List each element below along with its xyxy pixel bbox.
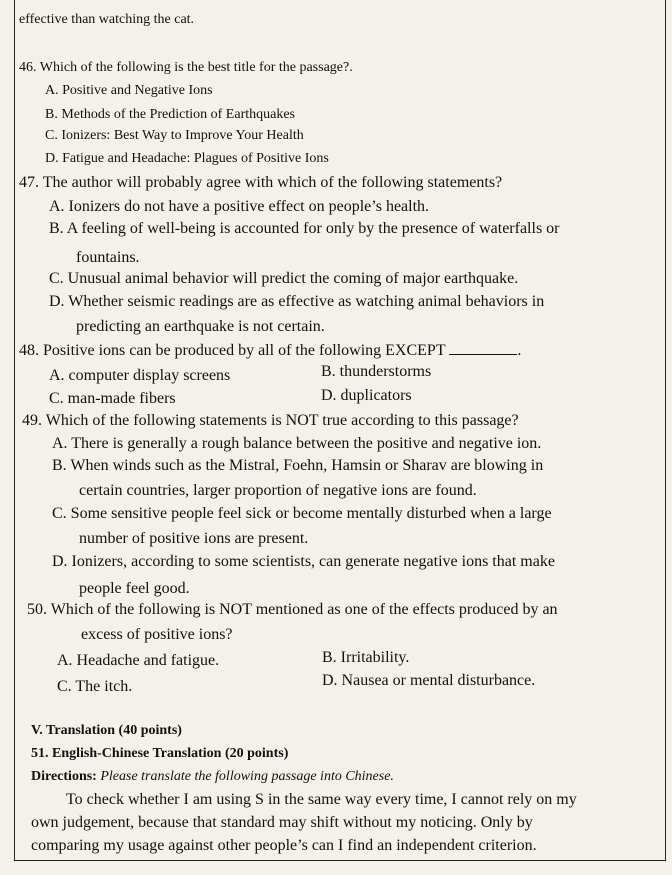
q49-option-c-line2: number of positive ions are present. — [79, 530, 309, 547]
q48-option-c: C. man-made fibers — [49, 390, 176, 407]
q48-option-d: D. duplicators — [321, 387, 412, 404]
q49-option-b-line2: certain countries, larger proportion of negative ions are found. — [79, 482, 477, 499]
directions-line — [31, 770, 394, 784]
q49-option-b-line1: B. When winds such as the Mistral, Foehn, Hamsin or Sharav are blowing in — [52, 457, 544, 474]
passage-line1: To check whether I am using S in the same way every time, I cannot rely on my — [66, 791, 577, 808]
translation-subheading: 51. English-Chinese Translation (20 points) — [31, 746, 289, 761]
q50-stem-line2: excess of positive ions? — [81, 626, 233, 643]
q49-option-c-line1: C. Some sensitive people feel sick or become mentally disturbed when a large — [52, 505, 552, 522]
q47-option-c: C. Unusual animal behavior will predict the coming of major earthquake. — [49, 270, 519, 287]
passage-line3: comparing my usage against other people’s can I find an independent criterion. — [31, 837, 537, 854]
q48-option-b: B. thunderstorms — [321, 363, 432, 380]
q47-option-b-line2: fountains. — [76, 249, 140, 266]
q49-option-a: A. There is generally a rough balance between the positive and negative ion. — [52, 435, 542, 452]
q49-option-d-line2: people feel good. — [79, 580, 190, 597]
directions-text: Please translate the following passage into Chinese. — [100, 769, 394, 784]
q47-option-b-line1: B. A feeling of well-being is accounted for only by the presence of waterfalls or — [49, 220, 560, 237]
q46-option-d: D. Fatigue and Headache: Plagues of Positive Ions — [45, 151, 329, 166]
q48-stem-text: 48. Positive ions can be produced by all of the following EXCEPT — [19, 342, 446, 359]
q50-option-c: C. The itch. — [57, 678, 133, 695]
q48-stem-end: . — [517, 342, 522, 359]
q48-option-a: A. computer display screens — [49, 367, 231, 384]
q48-stem — [19, 342, 521, 359]
q48-answer-blank — [449, 342, 517, 355]
q46-option-b: B. Methods of the Prediction of Earthquakes — [45, 107, 296, 122]
section-heading: V. Translation (40 points) — [31, 723, 182, 738]
q50-option-d: D. Nausea or mental disturbance. — [322, 672, 536, 689]
q50-option-a: A. Headache and fatigue. — [57, 652, 220, 669]
q47-option-a: A. Ionizers do not have a positive effect on people’s health. — [49, 198, 430, 215]
q47-stem: 47. The author will probably agree with which of the following statements? — [19, 174, 503, 191]
q50-option-b: B. Irritability. — [322, 649, 410, 666]
directions-label: Directions: — [31, 769, 97, 784]
q46-option-a: A. Positive and Negative Ions — [45, 83, 213, 98]
q49-stem: 49. Which of the following statements is NOT true according to this passage? — [22, 412, 519, 429]
q47-option-d-line1: D. Whether seismic readings are as effective as watching animal behaviors in — [49, 293, 545, 310]
q47-option-d-line2: predicting an earthquake is not certain. — [76, 318, 325, 335]
q46-option-c: C. Ionizers: Best Way to Improve Your Health — [45, 128, 304, 143]
passage-line2: own judgement, because that standard may shift without my noticing. Only by — [31, 814, 533, 831]
q46-stem: 46. Which of the following is the best title for the passage?. — [19, 60, 353, 75]
q50-stem-line1: 50. Which of the following is NOT mentioned as one of the effects produced by an — [27, 601, 558, 618]
q49-option-d-line1: D. Ionizers, according to some scientists, can generate negative ions that make — [52, 553, 555, 570]
continuation-line: effective than watching the cat. — [19, 12, 195, 27]
